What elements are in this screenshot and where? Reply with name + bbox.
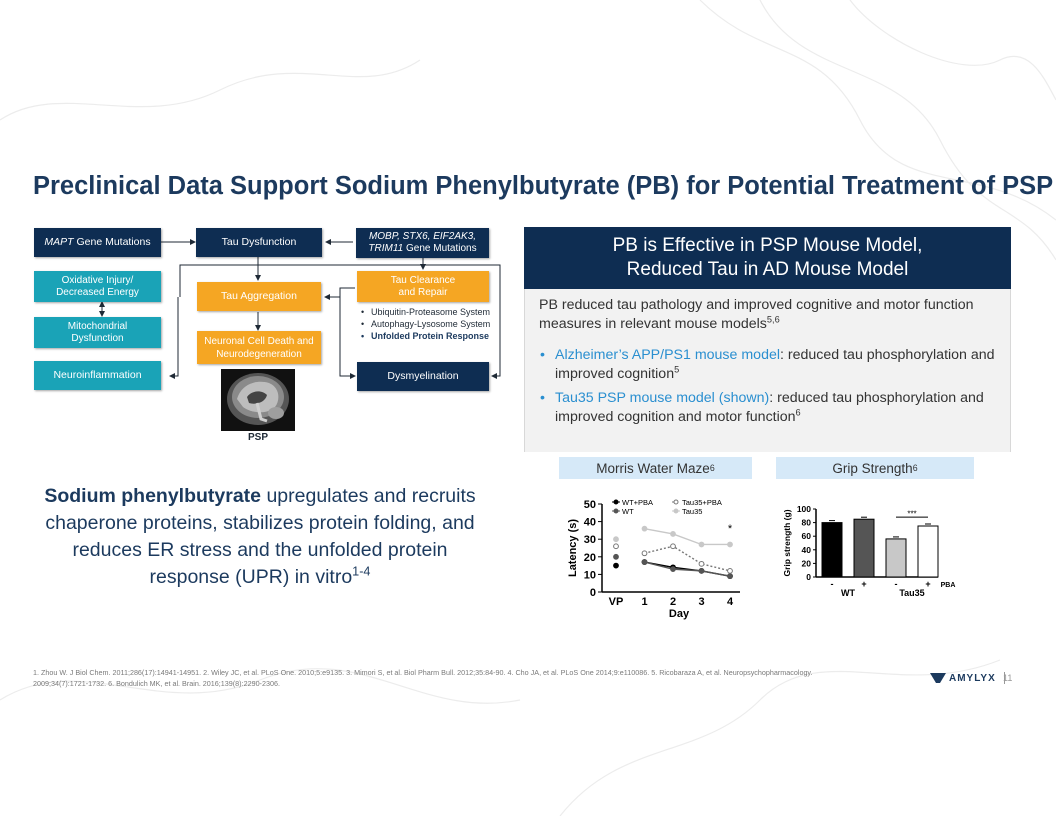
psp-label: PSP: [247, 432, 268, 443]
data-point: [614, 544, 619, 549]
mobp-gene-mutations-box: MOBP, STX6, EIF2AK3, TRIM11 Gene Mutations: [356, 228, 489, 258]
grip-strength-label: Grip Strength 6: [776, 457, 974, 479]
dysmyelination-box: Dysmyelination: [357, 362, 489, 391]
list-item: • Autophagy-Lysosome System: [371, 318, 500, 330]
bar: [854, 519, 874, 577]
category-label: -: [830, 579, 834, 589]
oxidative-injury-box: Oxidative Injury/ Decreased Energy: [34, 271, 161, 302]
y-tick-label: 20: [801, 558, 811, 569]
bullet-app-ps1: • Alzheimer’s APP/PS1 mouse model: reduced tau phosphorylation and improved cognition$^5$: [540, 347, 995, 382]
bar: [822, 523, 842, 577]
group-label: Tau35: [899, 588, 925, 598]
morris-water-maze-label: Morris Water Maze 6: [559, 457, 752, 479]
sodium-pb-statement: Sodium phenylbutyrate upregulates and recruits chaperone proteins, stabilizes protein folding, and reduces ER stress and the unfolded protein response (UPR) in vitro$^{1-4}$: [44, 485, 476, 588]
bullet-tau35: • Tau35 PSP mouse model (shown): reduced tau phosphorylation and improved cognition and motor function$^6$: [540, 390, 984, 425]
x-tick-label: VP: [608, 596, 624, 608]
mitochondrial-dysfunction-box: Mitochondrial Dysfunction: [34, 317, 161, 348]
data-point: [642, 551, 647, 556]
data-point: [728, 574, 733, 579]
legend-label: Tau35+PBA: [682, 498, 722, 507]
bar: [886, 539, 906, 577]
x-tick-label: 4: [726, 596, 734, 608]
clearance-pathway-list: [360, 306, 500, 342]
group-label: WT: [841, 588, 855, 598]
series-line-tau35: [645, 529, 731, 545]
tau-aggregation-box: Tau Aggregation: [197, 282, 321, 311]
logo-mark-icon: [930, 673, 946, 683]
legend-marker: [614, 509, 618, 513]
data-point: [642, 526, 647, 531]
y-tick-label: 10: [583, 569, 596, 582]
x-tick-label: 1: [641, 596, 648, 608]
data-point: [614, 537, 619, 542]
data-point: [642, 560, 647, 565]
data-point: [728, 568, 733, 573]
x-tick-label: 3: [698, 596, 705, 608]
tau-dysfunction-box: Tau Dysfunction: [196, 228, 322, 257]
y-axis-label: Grip strength (g): [782, 509, 792, 577]
significance-marker: *: [727, 523, 733, 536]
legend-label: WT: [622, 507, 634, 516]
data-point: [699, 561, 704, 566]
tau-clearance-box: Tau Clearance and Repair: [357, 271, 489, 302]
bar: [918, 526, 938, 577]
list-item: • Unfolded Protein Response: [371, 330, 500, 342]
pba-label: PBA: [940, 582, 956, 589]
legend-label: WT+PBA: [622, 498, 654, 507]
y-tick-label: 20: [583, 551, 596, 564]
amylyx-logo: AMYLYX: [930, 672, 1005, 684]
neuronal-cell-death-box: Neuronal Cell Death and Neurodegeneration: [197, 331, 321, 364]
y-axis-label: Latency (s): [567, 518, 579, 578]
category-label: +: [925, 579, 931, 589]
data-point: [614, 554, 619, 559]
brain-mri-image: [221, 369, 295, 431]
panel-intro-text: PB reduced tau pathology and improved cognitive and motor function measures in relevant mouse models$^{5,6}$: [539, 297, 974, 332]
legend-label: Tau35: [682, 507, 703, 516]
grip-strength-chart: [778, 500, 963, 600]
y-tick-label: 30: [583, 534, 596, 547]
legend-marker: [614, 500, 618, 504]
significance-marker: ***: [907, 509, 917, 519]
data-point: [728, 542, 733, 547]
data-point: [671, 544, 676, 549]
y-tick-label: 50: [583, 499, 596, 511]
x-axis-label: Day: [668, 608, 690, 620]
series-line-tau35-pba: [645, 546, 731, 571]
mapt-gene-mutations-box: MAPT Gene Mutations: [34, 228, 161, 257]
references-footnote: 1. Zhou W. J Biol Chem. 2011;286(17):14941-14951. 2. Wiley JC, et al. PLoS One. 2010;5:e9135. 3. Mimori S, et al. Biol Pharm Bull. 2012;35:84-90. 4. Cho JA, et al. PLoS One 2014;9:e110086. 5. Ricobaraza A, et al. Neuropsychopharmacology. 2009;34(7):1721-1732. 6. Bondulich MK, et al. Brain. 2016;139(8):2290-2306.: [33, 668, 813, 688]
y-tick-label: 40: [583, 516, 596, 529]
panel-header: PB is Effective in PSP Mouse Model, Reduced Tau in AD Mouse Model: [524, 227, 1011, 289]
y-tick-label: 0: [806, 572, 811, 582]
legend-marker: [674, 500, 678, 504]
neuroinflammation-box: Neuroinflammation: [34, 361, 161, 390]
data-point: [614, 563, 619, 568]
data-point: [671, 532, 676, 537]
slide-title: Preclinical Data Support Sodium Phenylbutyrate (PB) for Potential Treatment of PSP: [33, 172, 1054, 200]
y-tick-label: 0: [589, 587, 596, 599]
category-label: -: [894, 579, 898, 589]
list-item: • Ubiquitin-Proteasome System: [371, 306, 500, 318]
y-tick-label: 60: [801, 531, 811, 542]
data-point: [699, 542, 704, 547]
data-point: [699, 568, 704, 573]
y-tick-label: 100: [796, 504, 811, 514]
y-tick-label: 80: [801, 517, 811, 528]
y-tick-label: 40: [801, 544, 811, 555]
x-tick-label: 2: [669, 596, 677, 608]
category-label: +: [861, 579, 867, 589]
legend-marker: [674, 509, 678, 513]
page-number: 11: [1003, 673, 1013, 683]
morris-water-maze-chart: [560, 492, 760, 622]
data-point: [671, 567, 676, 572]
